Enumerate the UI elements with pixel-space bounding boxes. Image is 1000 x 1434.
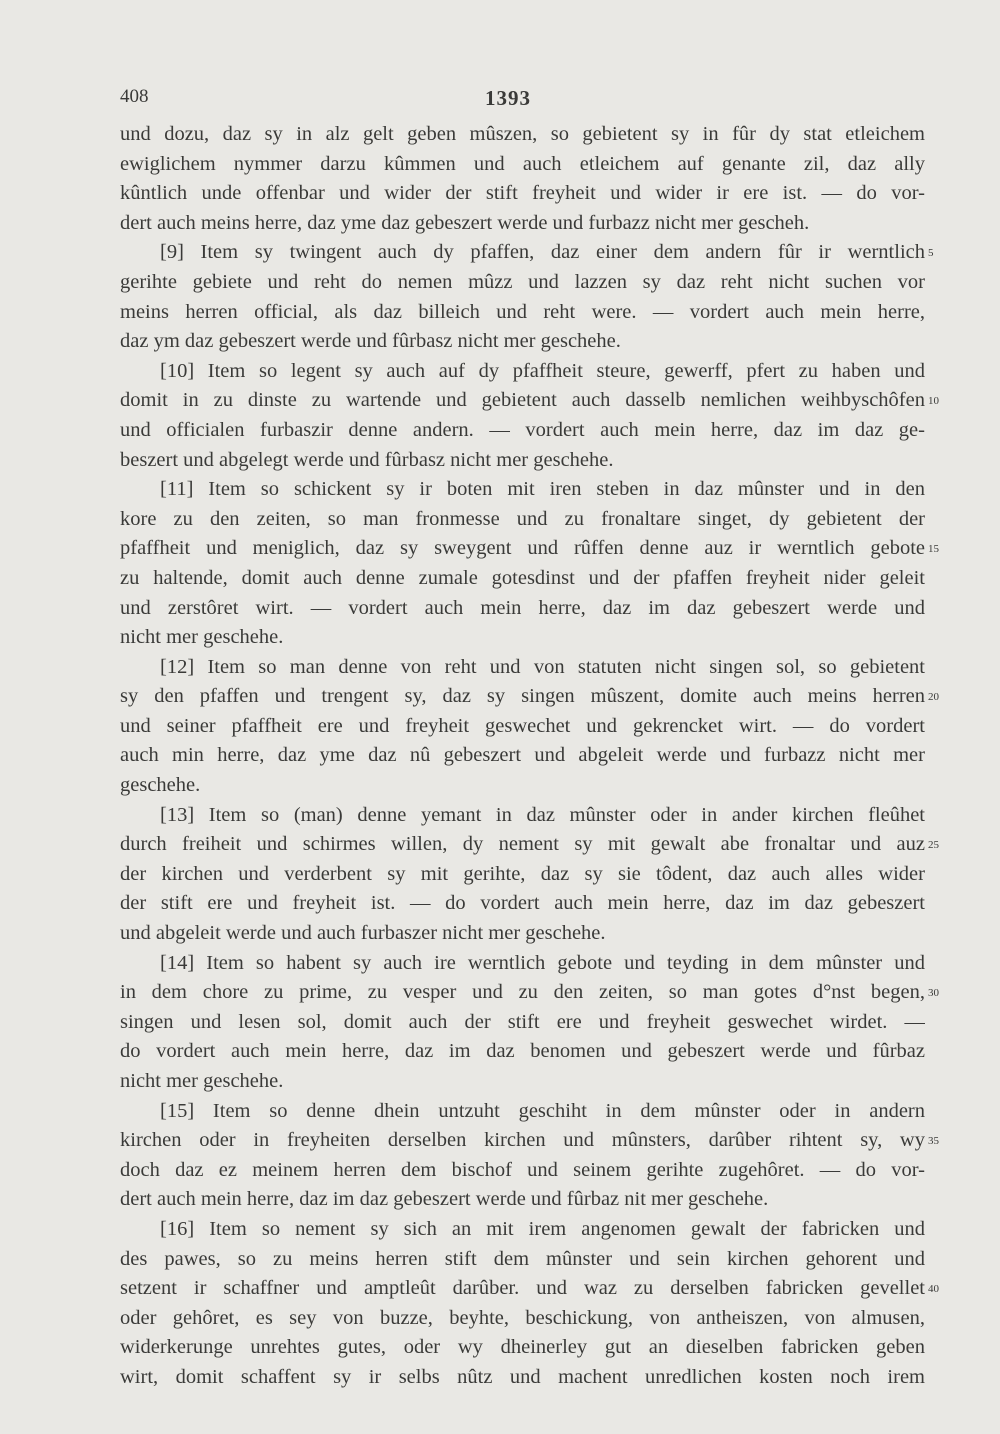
running-head xyxy=(120,86,920,114)
margin-line-number: 35 xyxy=(928,1135,939,1148)
text-line: kûntlich unde offenbar und wider der stift freyheit und wider ir ere ist. — do vor- xyxy=(120,182,925,205)
margin-line-number: 5 xyxy=(928,247,934,260)
text-line: und zerstôret wirt. — vordert auch mein herre, daz im daz gebeszert werde und xyxy=(120,596,925,619)
text-line: nicht mer geschehe. xyxy=(120,626,284,649)
text-line: der kirchen und verderbent sy mit gerihte, daz sy sie tôdent, daz auch alles wider xyxy=(120,862,925,885)
text-line: [9] Item sy twingent auch dy pfaffen, daz einer dem andern fûr ir werntlich xyxy=(160,241,925,264)
text-line: beszert und abgelegt werde und fûrbasz nicht mer geschehe. xyxy=(120,448,614,471)
text-line: [11] Item so schickent sy ir boten mit iren steben in daz mûnster und in den xyxy=(160,478,925,501)
text-line: [16] Item so nement sy sich an mit irem angenomen gewalt der fabricken und xyxy=(160,1217,925,1240)
text-line: [13] Item so (man) denne yemant in daz mûnster oder in ander kirchen fleûhet xyxy=(160,803,925,826)
text-line: gerihte gebiete und reht do nemen mûzz und lazzen sy daz reht nicht suchen vor xyxy=(120,270,925,293)
text-line: wirt, domit schaffent sy ir selbs nûtz und machent unredlichen kosten noch irem xyxy=(120,1365,925,1388)
text-line: zu haltende, domit auch denne zumale gotesdinst und der pfaffen freyheit nider geleit xyxy=(120,566,925,589)
text-line: und dozu, daz sy in alz gelt geben mûszen, so gebietent sy in fûr dy stat etleichem xyxy=(120,123,925,145)
text-line: daz ym daz gebeszert werde und fûrbasz nicht mer geschehe. xyxy=(120,330,621,353)
text-line: ewiglichem nymmer darzu kûmmen und auch etleichem auf genante zil, daz ally xyxy=(120,152,925,175)
text-line: kore zu den zeiten, so man fronmesse und zu fronaltare singet, dy gebietent der xyxy=(120,507,925,530)
text-line: dert auch meins herre, daz yme daz gebeszert werde und furbazz nicht mer gescheh. xyxy=(120,211,810,234)
text-line: doch daz ez meinem herren dem bischof und seinem gerihte zugehôret. — do vor- xyxy=(120,1158,925,1181)
text-line: [12] Item so man denne von reht und von statuten nicht singen sol, so gebietent xyxy=(160,655,925,678)
text-line: [15] Item so denne dhein untzuht geschiht in dem mûnster oder in andern xyxy=(160,1099,925,1122)
text-line: sy den pfaffen und trengent sy, daz sy singen mûszent, domite auch meins herren xyxy=(120,685,925,708)
margin-line-number: 30 xyxy=(928,987,939,1000)
text-line: oder gehôret, es sey von buzze, beyhte, beschickung, von antheiszen, von almusen, xyxy=(120,1306,925,1329)
running-head-year: 1393 xyxy=(485,86,531,110)
text-line: setzent ir schaffner und amptleût darûber. und waz zu derselben fabricken gevellet xyxy=(120,1277,925,1300)
text-line: do vordert auch mein herre, daz im daz benomen und gebeszert werde und fûrbaz xyxy=(120,1040,925,1063)
body-text xyxy=(120,120,925,1393)
margin-line-number: 25 xyxy=(928,839,939,852)
text-line: kirchen oder in freyheiten derselben kirchen und mûnsters, darûber rihtent sy, wy xyxy=(120,1129,925,1152)
text-line: durch freiheit und schirmes willen, dy nement sy mit gewalt abe fronaltar und auz xyxy=(120,833,925,856)
margin-line-number: 40 xyxy=(928,1283,939,1296)
margin-line-number: 10 xyxy=(928,395,939,408)
text-line: und abgeleit werde und auch furbaszer nicht mer geschehe. xyxy=(120,922,606,945)
text-line: nicht mer geschehe. xyxy=(120,1070,284,1092)
text-line: auch min herre, daz yme daz nû gebeszert und abgeleit werde und furbazz nicht mer xyxy=(120,744,925,767)
text-line: und seiner pfaffheit ere und freyheit geswechet und gekrencket wirt. — do vordert xyxy=(120,714,925,737)
text-line: [14] Item so habent sy auch ire werntlich gebote und teyding in dem mûnster und xyxy=(160,951,925,974)
text-line: dert auch mein herre, daz im daz gebeszert werde und fûrbaz nit mer geschehe. xyxy=(120,1188,769,1211)
margin-line-number: 15 xyxy=(928,543,939,556)
text-line: domit in zu dinste zu wartende und gebietent auch dasselb nemlichen weihbyschôfen xyxy=(120,389,925,412)
page-number: 408 xyxy=(120,86,149,107)
text-line: in dem chore zu prime, zu vesper und zu den zeiten, so man gotes d°nst begen, xyxy=(120,981,925,1004)
text-line: widerkerunge unrehtes gutes, oder wy dheinerley gut an dieselben fabricken geben xyxy=(120,1336,925,1359)
text-line: des pawes, so zu meins herren stift dem mûnster und sein kirchen gehorent und xyxy=(120,1247,925,1270)
text-line: singen und lesen sol, domit auch der stift ere und freyheit geswechet wirdet. — xyxy=(120,1010,925,1033)
text-line: meins herren official, als daz billeich und reht were. — vordert auch mein herre, xyxy=(120,300,925,323)
text-line: und officialen furbaszir denne andern. — vordert auch mein herre, daz im daz ge- xyxy=(120,418,925,441)
text-line: [10] Item so legent sy auch auf dy pfaffheit steure, gewerff, pfert zu haben und xyxy=(160,359,925,382)
text-line: pfaffheit und meniglich, daz sy sweygent und rûffen denne auz ir werntlich gebote xyxy=(120,537,925,560)
text-line: der stift ere und freyheit ist. — do vordert auch mein herre, daz im daz gebeszert xyxy=(120,892,925,915)
margin-line-number: 20 xyxy=(928,691,939,704)
text-line: geschehe. xyxy=(120,774,201,797)
